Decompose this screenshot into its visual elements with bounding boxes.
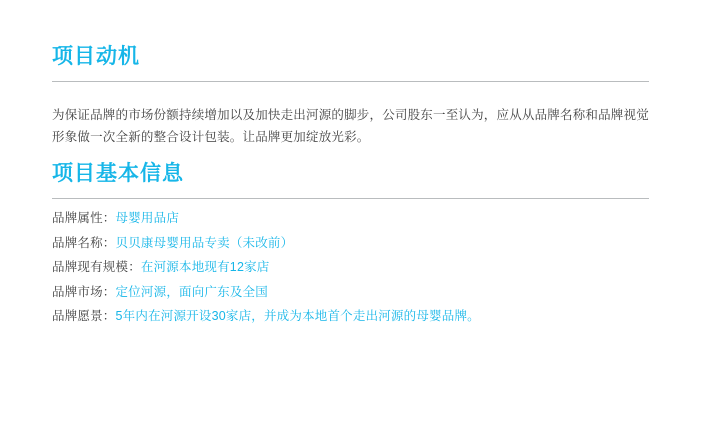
info-label-brand-market: 品牌市场： bbox=[52, 284, 116, 299]
info-value-brand-attribute: 母婴用品店 bbox=[115, 211, 180, 225]
section-heading-basic-info: 项目基本信息 bbox=[52, 162, 184, 185]
info-value-brand-scale: 在河源本地现有12家店 bbox=[140, 260, 270, 275]
list-item bbox=[52, 304, 652, 329]
info-value-brand-vision: 5年内在河源开设30家店，并成为本地首个走出河源的母婴品牌。 bbox=[115, 309, 480, 324]
list-item bbox=[52, 280, 652, 305]
motivation-paragraph: 为保证品牌的市场份额持续增加以及加快走出河源的脚步，公司股东一至认为，应从从品牌名称和品牌视觉形象做一次全新的整合设计包装。让品牌更加绽放光彩。 bbox=[52, 107, 649, 144]
list-item bbox=[52, 206, 652, 231]
info-value-brand-name: 贝贝康母婴用品专卖（未改前） bbox=[115, 235, 294, 250]
info-label-brand-scale: 品牌现有规模： bbox=[52, 260, 141, 275]
section-divider-motivation bbox=[52, 81, 649, 82]
info-label-brand-attribute: 品牌属性： bbox=[52, 211, 116, 225]
basic-info-list bbox=[52, 206, 652, 329]
info-label-brand-name: 品牌名称： bbox=[52, 235, 116, 250]
section-heading-motivation: 项目动机 bbox=[52, 45, 140, 68]
section-motivation-header bbox=[52, 44, 649, 82]
section-basic-info-header bbox=[52, 161, 649, 199]
info-value-brand-market: 定位河源，面向广东及全国 bbox=[115, 284, 268, 299]
list-item bbox=[52, 231, 652, 256]
section-divider-basic-info bbox=[52, 198, 649, 199]
info-label-brand-vision: 品牌愿景： bbox=[52, 309, 116, 324]
list-item bbox=[52, 255, 652, 280]
